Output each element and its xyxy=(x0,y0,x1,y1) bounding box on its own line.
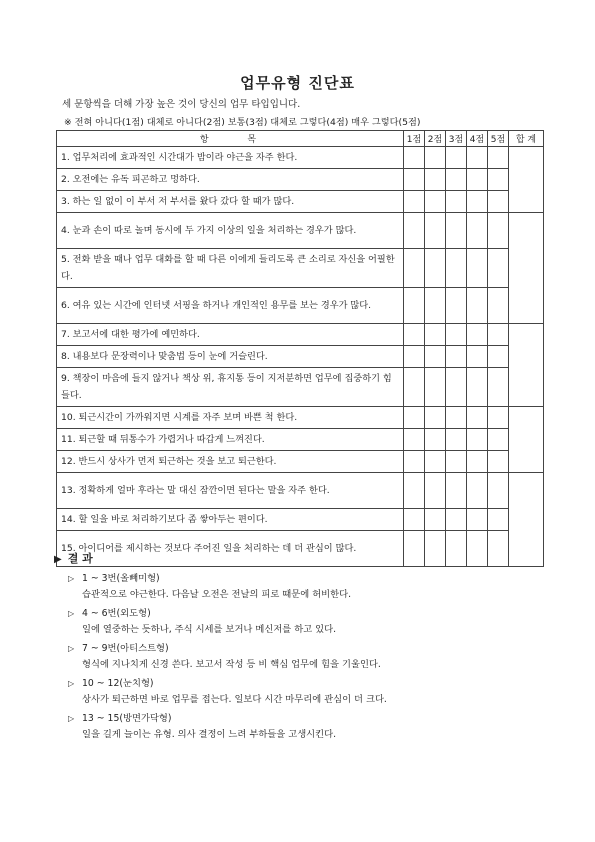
score-cell[interactable] xyxy=(446,324,467,346)
score-cell[interactable] xyxy=(467,368,488,407)
score-cell[interactable] xyxy=(488,191,509,213)
score-cell[interactable] xyxy=(446,407,467,429)
score-cell[interactable] xyxy=(425,324,446,346)
question-cell: 6. 여유 있는 시간에 인터넷 서핑을 하거나 개인적인 용무를 보는 경우가 많다. xyxy=(57,288,404,324)
score-cell[interactable] xyxy=(404,509,425,531)
score-cell[interactable] xyxy=(467,169,488,191)
score-cell[interactable] xyxy=(404,346,425,368)
triangle-outline-icon: ▷ xyxy=(68,644,75,653)
score-cell[interactable] xyxy=(467,407,488,429)
header-item: 항 목 xyxy=(57,131,404,147)
total-cell[interactable] xyxy=(509,407,544,473)
table-row xyxy=(57,147,544,169)
score-cell[interactable] xyxy=(467,213,488,249)
score-cell[interactable] xyxy=(404,531,425,567)
results-heading-label: 결 과 xyxy=(67,552,93,565)
score-cell[interactable] xyxy=(488,509,509,531)
score-cell[interactable] xyxy=(467,147,488,169)
total-cell[interactable] xyxy=(509,324,544,407)
score-cell[interactable] xyxy=(446,169,467,191)
score-cell[interactable] xyxy=(425,451,446,473)
score-cell[interactable] xyxy=(467,531,488,567)
score-cell[interactable] xyxy=(446,191,467,213)
score-cell[interactable] xyxy=(467,346,488,368)
score-cell[interactable] xyxy=(467,288,488,324)
score-cell[interactable] xyxy=(425,169,446,191)
score-cell[interactable] xyxy=(488,346,509,368)
question-cell: 11. 퇴근할 때 뒤통수가 가렵거나 따갑게 느껴진다. xyxy=(57,429,404,451)
result-desc: 습관적으로 야근한다. 다음날 오전은 전날의 피로 때문에 허비한다. xyxy=(82,589,352,600)
triangle-outline-icon: ▷ xyxy=(68,679,75,688)
score-cell[interactable] xyxy=(446,429,467,451)
score-cell[interactable] xyxy=(425,429,446,451)
result-item xyxy=(68,640,548,675)
score-cell[interactable] xyxy=(467,473,488,509)
score-cell[interactable] xyxy=(488,368,509,407)
result-name: 13 ~ 15(방면가닥형) xyxy=(82,713,172,724)
scale-note: ※ 전혀 아니다(1점) 대체로 아니다(2점) 보통(3점) 대체로 그렇다(4점) 매우 그렇다(5점) xyxy=(64,117,421,128)
score-cell[interactable] xyxy=(467,509,488,531)
header-total: 합 계 xyxy=(509,131,544,147)
score-cell[interactable] xyxy=(404,429,425,451)
page-title: 업무유형 진단표 xyxy=(240,74,355,92)
results-list xyxy=(68,570,548,745)
score-cell[interactable] xyxy=(446,368,467,407)
table-row xyxy=(57,346,544,368)
score-cell[interactable] xyxy=(425,407,446,429)
table-row xyxy=(57,213,544,249)
table-row xyxy=(57,451,544,473)
question-cell: 14. 할 일을 바로 처리하기보다 좀 쌓아두는 편이다. xyxy=(57,509,404,531)
result-item xyxy=(68,605,548,640)
score-cell[interactable] xyxy=(404,407,425,429)
score-cell[interactable] xyxy=(446,288,467,324)
score-cell[interactable] xyxy=(446,147,467,169)
triangle-outline-icon: ▷ xyxy=(68,714,75,723)
score-cell[interactable] xyxy=(425,531,446,567)
score-cell[interactable] xyxy=(488,288,509,324)
score-cell[interactable] xyxy=(404,324,425,346)
score-cell[interactable] xyxy=(404,368,425,407)
score-cell[interactable] xyxy=(425,191,446,213)
score-cell[interactable] xyxy=(446,531,467,567)
score-cell[interactable] xyxy=(425,147,446,169)
result-name: 7 ~ 9번(아티스트형) xyxy=(82,643,169,654)
score-cell[interactable] xyxy=(488,324,509,346)
score-cell[interactable] xyxy=(404,191,425,213)
question-cell: 3. 하는 일 없이 이 부서 저 부서를 왔다 갔다 할 때가 많다. xyxy=(57,191,404,213)
results-heading xyxy=(54,550,93,566)
table-row xyxy=(57,324,544,346)
table-header-row xyxy=(57,131,544,147)
diagnosis-table xyxy=(56,130,544,567)
header-score-4: 4점 xyxy=(467,131,488,147)
total-cell[interactable] xyxy=(509,473,544,567)
intro-text: 세 문항씩을 더해 가장 높은 것이 당신의 업무 타입입니다. xyxy=(62,99,301,110)
header-score-5: 5점 xyxy=(488,131,509,147)
score-cell[interactable] xyxy=(404,451,425,473)
question-cell: 1. 업무처리에 효과적인 시간대가 밤이라 야근을 자주 한다. xyxy=(57,147,404,169)
result-name: 10 ~ 12(눈치형) xyxy=(82,678,154,689)
score-cell[interactable] xyxy=(467,324,488,346)
table-row xyxy=(57,531,544,567)
header-score-2: 2점 xyxy=(425,131,446,147)
score-cell[interactable] xyxy=(467,191,488,213)
result-name: 4 ~ 6번(외도형) xyxy=(82,608,151,619)
question-cell: 7. 보고서에 대한 평가에 예민하다. xyxy=(57,324,404,346)
score-cell[interactable] xyxy=(404,213,425,249)
score-cell[interactable] xyxy=(446,473,467,509)
score-cell[interactable] xyxy=(488,213,509,249)
score-cell[interactable] xyxy=(404,147,425,169)
score-cell[interactable] xyxy=(425,346,446,368)
table-row xyxy=(57,429,544,451)
score-cell[interactable] xyxy=(446,213,467,249)
result-item xyxy=(68,570,548,605)
score-cell[interactable] xyxy=(446,249,467,288)
table-row xyxy=(57,407,544,429)
question-cell: 4. 눈과 손이 따로 놀며 동시에 두 가지 이상의 일을 처리하는 경우가 많다. xyxy=(57,213,404,249)
table-row xyxy=(57,473,544,509)
triangle-right-icon: ▶ xyxy=(54,554,62,565)
question-cell: 2. 오전에는 유독 피곤하고 멍하다. xyxy=(57,169,404,191)
table-row xyxy=(57,169,544,191)
score-cell[interactable] xyxy=(446,509,467,531)
question-cell: 15. 아이디어를 제시하는 것보다 주어진 일을 처리하는 데 더 관심이 많다. xyxy=(57,531,404,567)
score-cell[interactable] xyxy=(467,249,488,288)
table-row xyxy=(57,288,544,324)
triangle-outline-icon: ▷ xyxy=(68,609,75,618)
table-row xyxy=(57,509,544,531)
total-cell[interactable] xyxy=(509,213,544,324)
score-cell[interactable] xyxy=(488,531,509,567)
score-cell[interactable] xyxy=(404,473,425,509)
result-item xyxy=(68,710,548,745)
score-cell[interactable] xyxy=(488,147,509,169)
header-score-1: 1점 xyxy=(404,131,425,147)
score-cell[interactable] xyxy=(488,451,509,473)
score-cell[interactable] xyxy=(425,249,446,288)
question-cell: 5. 전화 받을 때나 업무 대화를 할 때 다른 이에게 들리도록 큰 소리로 자신을 어필한다. xyxy=(57,249,404,288)
question-cell: 9. 책장이 마음에 들지 않거나 책상 위, 휴지통 등이 지저분하면 업무에 집중하기 힘들다. xyxy=(57,368,404,407)
question-cell: 13. 정확하게 얼마 후라는 말 대신 잠깐이면 된다는 말을 자주 한다. xyxy=(57,473,404,509)
result-desc: 상사가 퇴근하면 바로 업무를 접는다. 일보다 시간 마무리에 관심이 더 크다. xyxy=(82,694,387,705)
score-cell[interactable] xyxy=(446,346,467,368)
total-cell[interactable] xyxy=(509,147,544,213)
score-cell[interactable] xyxy=(404,249,425,288)
score-cell[interactable] xyxy=(425,213,446,249)
question-cell: 10. 퇴근시간이 가까워지면 시계를 자주 보며 바쁜 척 한다. xyxy=(57,407,404,429)
question-cell: 8. 내용보다 문장력이나 맞춤법 등이 눈에 거슬린다. xyxy=(57,346,404,368)
score-cell[interactable] xyxy=(488,407,509,429)
triangle-outline-icon: ▷ xyxy=(68,574,75,583)
question-cell: 12. 반드시 상사가 먼저 퇴근하는 것을 보고 퇴근한다. xyxy=(57,451,404,473)
score-cell[interactable] xyxy=(425,288,446,324)
table-row xyxy=(57,191,544,213)
score-cell[interactable] xyxy=(404,288,425,324)
score-cell[interactable] xyxy=(488,249,509,288)
result-item xyxy=(68,675,548,710)
result-desc: 일에 열중하는 듯하나, 주식 시세를 보거나 메신저를 하고 있다. xyxy=(82,624,337,635)
result-desc: 일을 길게 늘이는 유형. 의사 결정이 느려 부하들을 고생시킨다. xyxy=(82,729,337,740)
score-cell[interactable] xyxy=(404,169,425,191)
score-cell[interactable] xyxy=(488,473,509,509)
score-cell[interactable] xyxy=(467,451,488,473)
table-row xyxy=(57,249,544,288)
score-cell[interactable] xyxy=(467,429,488,451)
result-desc: 형식에 지나치게 신경 쓴다. 보고서 작성 등 비 핵심 업무에 힘을 기울인다. xyxy=(82,659,381,670)
score-cell[interactable] xyxy=(425,368,446,407)
score-cell[interactable] xyxy=(425,473,446,509)
score-cell[interactable] xyxy=(425,509,446,531)
header-score-3: 3점 xyxy=(446,131,467,147)
table-row xyxy=(57,368,544,407)
result-name: 1 ~ 3번(올빼미형) xyxy=(82,573,160,584)
score-cell[interactable] xyxy=(488,169,509,191)
score-cell[interactable] xyxy=(446,451,467,473)
score-cell[interactable] xyxy=(488,429,509,451)
